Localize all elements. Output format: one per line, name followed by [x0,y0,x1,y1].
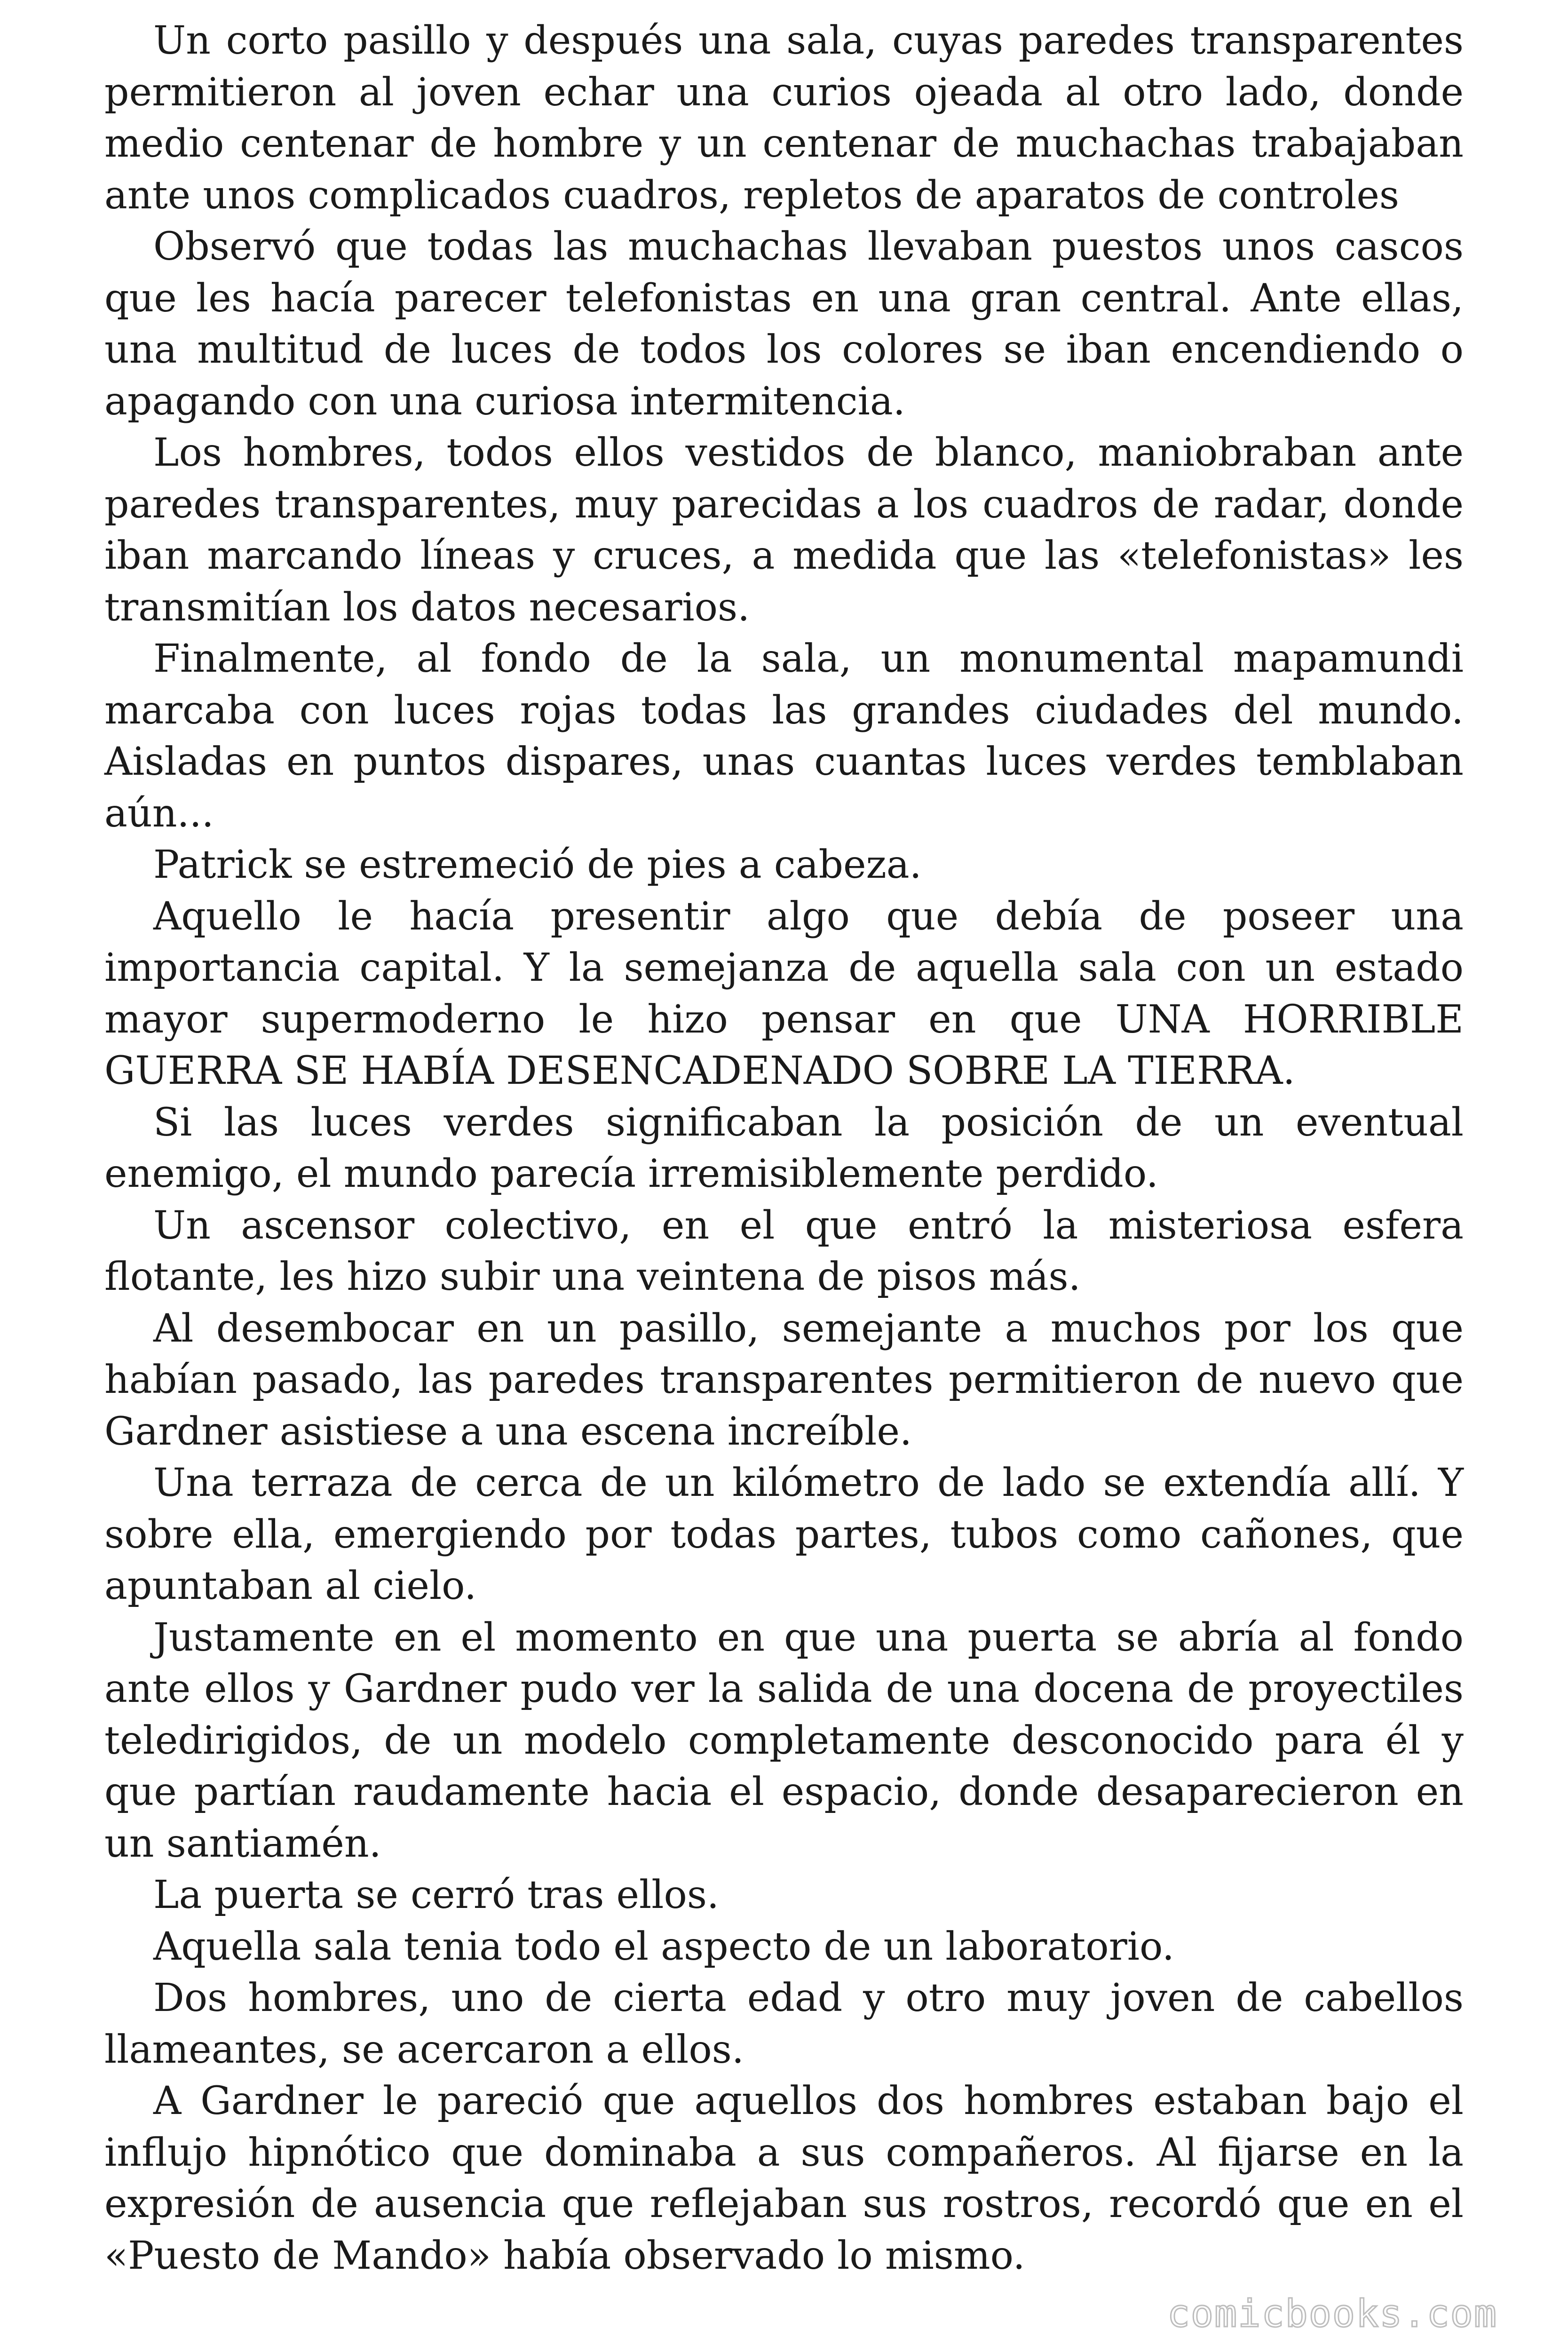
paragraph-9: Al desembocar en un pasillo, semejante a muchos por los que habían pasado, las paredes transparentes permitieron de nuevo que Gardner asistiese a una escena increíble. [104,1306,1464,1454]
paragraph-7: Si las luces verdes significaban la posición de un eventual enemigo, el mundo parecía irremisiblemente perdido. [104,1100,1464,1196]
paragraph-3: Los hombres, todos ellos vestidos de blanco, maniobraban ante paredes transparentes, muy parecidas a los cuadros de radar, donde iban marcando líneas y cruces, a medida que las «telefonistas» les transmitían los datos necesarios. [104,430,1464,630]
paragraph-8: Un ascensor colectivo, en el que entró la misteriosa esfera flotante, les hizo subir una veintena de pisos más. [104,1203,1464,1299]
paragraph-1: Un corto pasillo y después una sala, cuyas paredes transparentes permitieron al joven echar una curios ojeada al otro lado, donde medio centenar de hombre y un centenar de muchachas trabajaban ante unos complicados cuadros, repletos de aparatos de controles [104,18,1464,218]
paragraph-13: Aquella sala tenia todo el aspecto de un laboratorio. [153,1924,1174,1969]
paragraph-4: Finalmente, al fondo de la sala, un monumental mapamundi marcaba con luces rojas todas las grandes ciudades del mundo. Aisladas en puntos dispares, unas cuantas luces verdes temblaban aún... [104,636,1464,836]
paragraph-5: Patrick se estremeció de pies a cabeza. [153,842,922,887]
paragraph-10: Una terraza de cerca de un kilómetro de lado se extendía allí. Y sobre ella, emergiendo por todas partes, tubos como cañones, que apuntaban al cielo. [104,1461,1464,1608]
paragraph-14: Dos hombres, uno de cierta edad y otro muy joven de cabellos llameantes, se acercaron a ellos. [104,1976,1464,2072]
book-page-text [104,15,1464,2281]
paragraph-11: Justamente en el momento en que una puerta se abría al fondo ante ellos y Gardner pudo ver la salida de una docena de proyectiles teledirigidos, de un modelo completamente desconocido para él y que partían raudamente hacia el espacio, donde desaparecieron en un santiamén. [104,1615,1464,1866]
paragraph-2: Observó que todas las muchachas llevaban puestos unos cascos que les hacía parecer telefonistas en una gran central. Ante ellas, una multitud de luces de todos los colores se iban encendiendo o apagando con una curiosa intermitencia. [104,224,1464,424]
watermark: comicbooks.com [1167,2292,1497,2336]
paragraph-6: Aquello le hacía presentir algo que debía de poseer una importancia capital. Y la semejanza de aquella sala con un estado mayor supermoderno le hizo pensar en que UNA HORRIBLE GUERRA SE HABÍA DESENCADENADO SOBRE LA TIERRA. [104,894,1464,1093]
paragraph-12: La puerta se cerró tras ellos. [153,1873,719,1917]
paragraph-15: A Gardner le pareció que aquellos dos hombres estaban bajo el influjo hipnótico que dominaba a sus compañeros. Al fijarse en la expresión de ausencia que reflejaban sus rostros, recordó que en el «Puesto de Mando» había observado lo mismo. [104,2079,1464,2278]
